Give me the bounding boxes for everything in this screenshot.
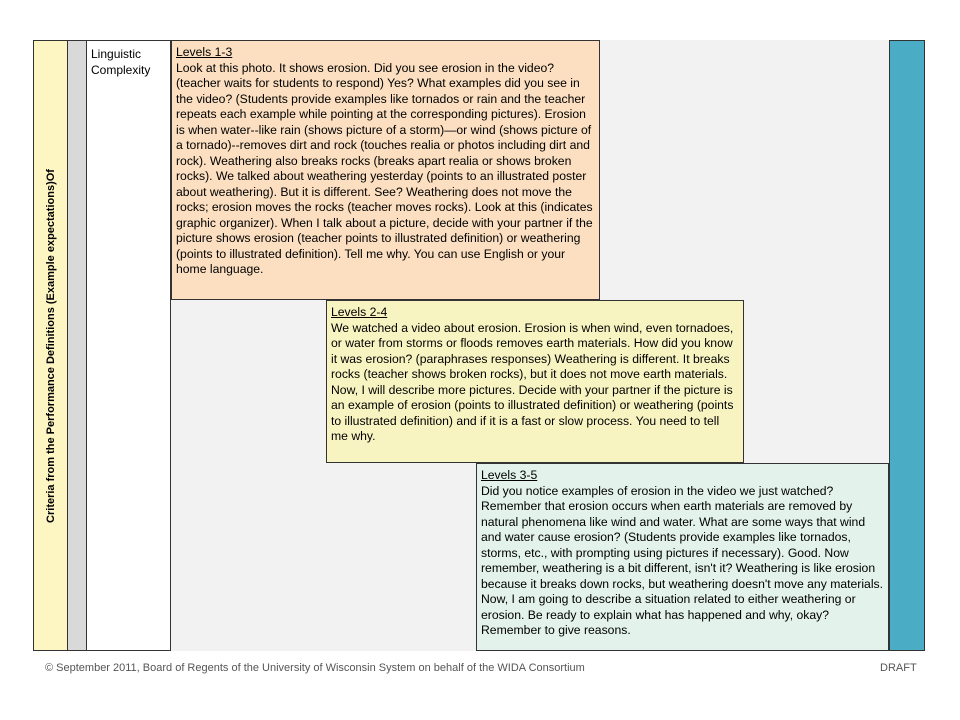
level-3-5-box [476, 463, 889, 651]
level-2-4-text: We watched a video about erosion. Erosion is when wind, even tornadoes, or water from storms or floods removes earth materials. How did you know it was erosion? (paraphrases responses) Weathering is different. It breaks rocks (teacher shows broken rocks), but it does not move earth materials. Now, I will describe more pictures. Decide with your partner if the picture is an example of erosion (points to illustrated definition) or weathering (points to illustrated definition) and if it is a fast or slow process. You need to tell me why. [331, 320, 734, 443]
level-3-5-heading: Levels 3-5 [481, 468, 538, 482]
category-column [86, 40, 171, 651]
level-1-3-text: Look at this photo. It shows erosion. Did you see erosion in the video? (teacher waits for students to respond) Yes? What examples did you see in the video? (Students provide examples like tornados or rain and the teacher repeats each example while pointing at the corresponding pictures). Erosion is when water--like rain (shows picture of a storm)—or wind (shows picture of a tornado)--removes dirt and rock (touches realia or photos including dirt and rock). Weathering also breaks rocks (breaks apart realia or shows broken rocks). We talked about weathering yesterday (points to an illustrated poster about weathering). But it is different. See? Weathering does not move the rocks; erosion moves the rocks (teacher moves rocks). Look at this (indicates graphic organizer). When I talk about a picture, decide with your partner if the picture shows erosion (teacher points to illustrated definition) or weathering (points to illustrated definition). Tell me why. You can use English or your home language. [176, 60, 593, 276]
footer-draft-label: DRAFT [880, 662, 917, 674]
level-3-5-text: Did you notice examples of erosion in the video we just watched? Remember that erosion occurs when earth materials are removed by natural phenomena like wind and water. What are some ways that wind and water cause erosion? (Students provide examples like tornados, storms, etc., with prompting using pictures if necessary). Good. Now remember, weathering is a bit different, isn't it? Weathering is like erosion because it breaks down rocks, but weathering doesn't move any materials. Now, I am going to describe a situation related to either weathering or erosion. Be ready to explain what has happened and why, okay? Remember to give reasons. [481, 483, 884, 637]
level-1-3-heading: Levels 1-3 [176, 45, 233, 59]
level-2-4-box [326, 300, 744, 463]
category-label: Linguistic Complexity [91, 47, 151, 77]
criteria-side-label: Criteria from the Performance Definitions (Example expectations)Of [45, 169, 57, 523]
level-2-4-heading: Levels 2-4 [331, 305, 388, 319]
footer-copyright: © September 2011, Board of Regents of the University of Wisconsin System on behalf of the WIDA Consortium [45, 662, 585, 674]
grey-divider-strip [68, 40, 86, 651]
level-1-3-box [171, 40, 600, 300]
teal-side-band [889, 40, 925, 651]
criteria-side-band [33, 40, 68, 651]
